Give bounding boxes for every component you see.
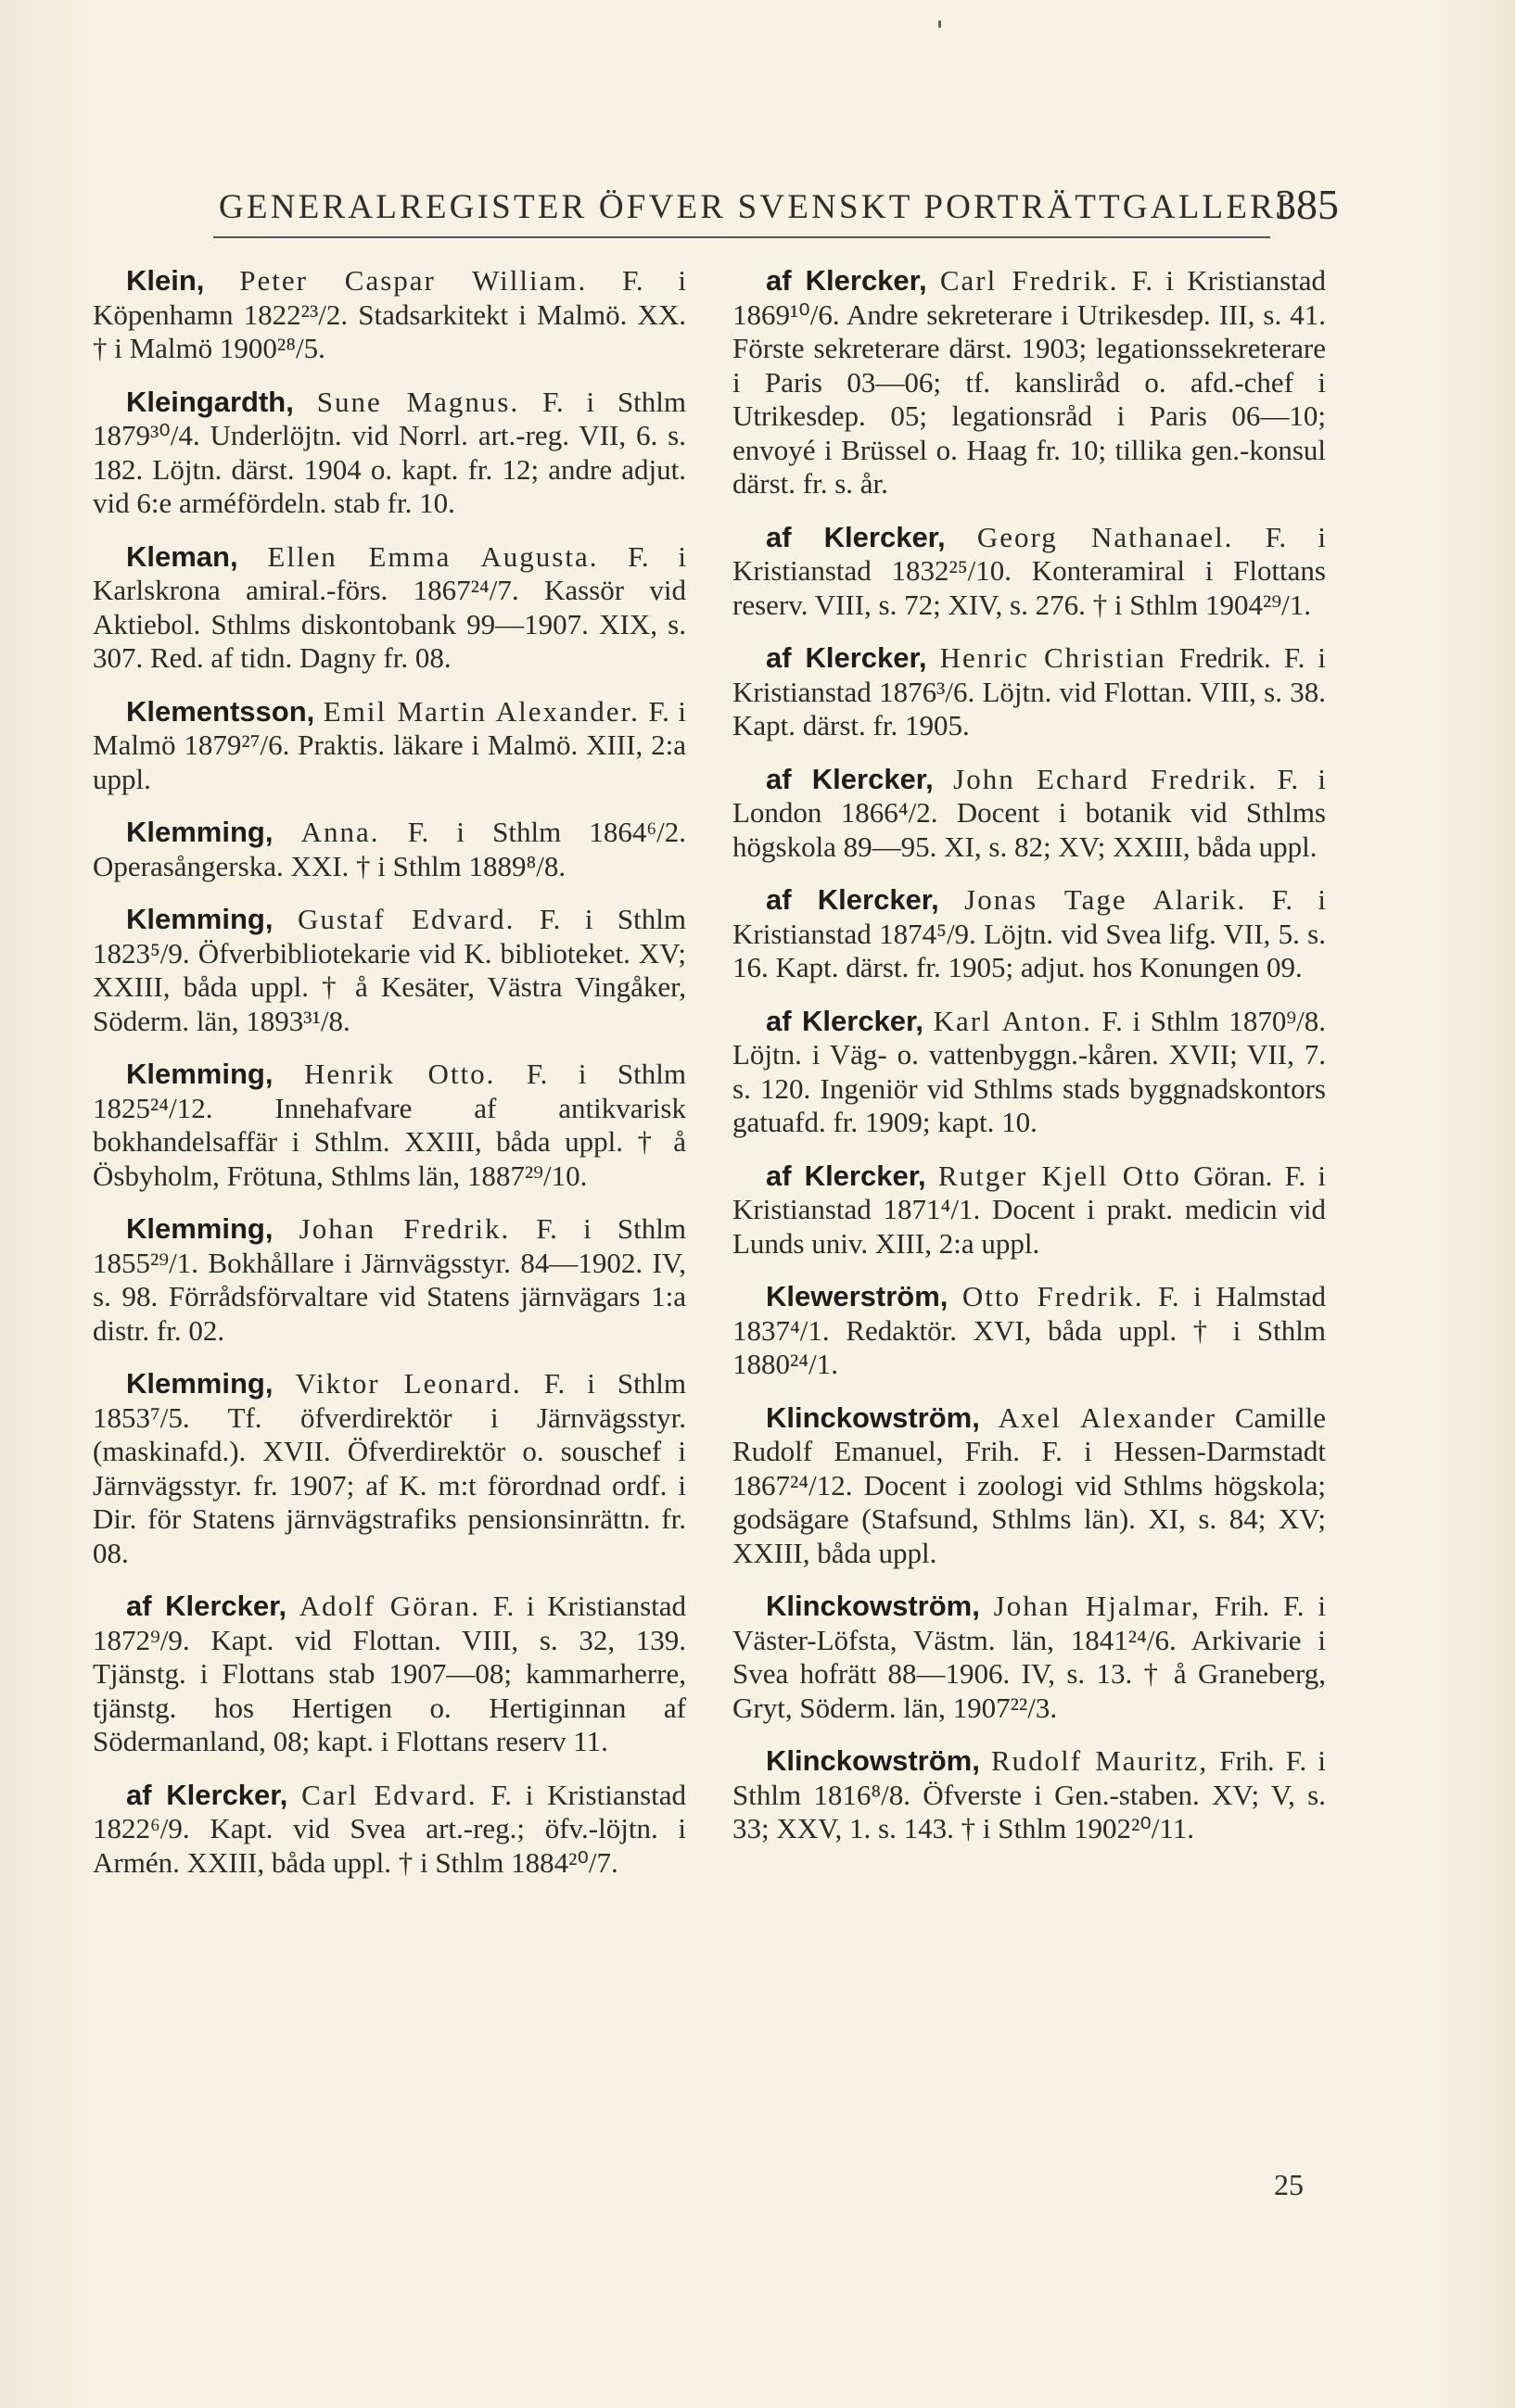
- right-column: [732, 264, 1326, 1866]
- entry-surname: Klemming,: [126, 1367, 274, 1400]
- entry-surname: af Klercker,: [766, 520, 946, 553]
- register-entry: [93, 264, 686, 366]
- entry-given-names: Rudolf Mauritz,: [990, 1744, 1209, 1777]
- register-entry: [732, 763, 1326, 865]
- entry-surname: Klinckowström,: [766, 1744, 980, 1777]
- entry-given-names: Carl Edvard.: [301, 1778, 477, 1811]
- entry-given-names: Otto Fredrik.: [961, 1280, 1144, 1312]
- entry-text: Fredrik. F. i Kristianstad 1876³/6. Löjtn. vid Flottan. VIII, s. 38. Kapt. därst. fr. 1905.: [732, 641, 1327, 741]
- entry-surname: Klemming,: [126, 1212, 274, 1245]
- entry-text: Frih. F. i Väster-Löfsta, Västm. län, 1841²⁴/6. Arkivarie i Svea hofrätt 88—1906. IV, s. 13. † å Graneberg, Gryt, Söderm. län, 1907²²/3.: [732, 1590, 1326, 1724]
- entry-given-names: Emil Martin Alexander.: [323, 694, 640, 728]
- register-entry: [732, 1590, 1326, 1725]
- entry-given-names: Adolf Göran.: [299, 1590, 481, 1622]
- register-entry: [93, 1779, 686, 1881]
- entry-surname: Klein,: [126, 264, 205, 297]
- entry-given-names: Gustaf Edvard.: [297, 903, 516, 935]
- entry-text: F. i Sthlm 1879³⁰/4. Underlöjtn. vid Norrl. art.-reg. VII, 6. s. 182. Löjtn. därst. 1904 o. kapt. fr. 12; andre adjut. vid 6:e arméfördeln. stab fr. 10.: [93, 385, 687, 519]
- page-number: 385: [1275, 181, 1339, 228]
- register-entry: [93, 540, 686, 676]
- entry-surname: Klinckowström,: [766, 1590, 980, 1622]
- running-header: [213, 178, 1339, 243]
- entry-text: F. i Sthlm 1864⁶/2. Operasångerska. XXI. † i Sthlm 1889⁸/8.: [93, 816, 687, 882]
- entry-surname: Klinckowström,: [766, 1400, 980, 1434]
- register-entry: [93, 1367, 686, 1570]
- register-entry: [732, 1744, 1326, 1846]
- entry-text: F. i Sthlm 1853⁷/5. Tf. öfverdirektör i Järnvägsstyr. (maskinafd.). XVII. Öfverdirektör o. souschef i Järnvägsstyr. fr. 1907; af K. m:t förordnad ordf. i Dir. för Statens järnvägstrafiks pensionsinrättn. fr. 08.: [93, 1367, 687, 1569]
- entry-given-names: John Echard Fredrik.: [953, 762, 1258, 795]
- register-entry: [93, 695, 686, 797]
- entry-surname: af Klercker,: [766, 1004, 924, 1037]
- register-entry: [732, 641, 1326, 743]
- register-entry: [93, 386, 686, 521]
- entry-text: Göran. F. i Kristianstad 1871⁴/1. Docent i prakt. medicin vid Lunds univ. XIII, 2:a uppl.: [732, 1159, 1326, 1260]
- entry-given-names: Johan Hjalmar,: [993, 1590, 1201, 1622]
- entry-surname: Kleman,: [126, 539, 238, 573]
- entry-text: F. i Sthlm 1855²⁹/1. Bokhållare i Järnvägsstyr. 84—1902. IV, s. 98. Förrådsförvaltare vid Statens järnvägars 1:a distr. fr. 02.: [93, 1212, 687, 1347]
- register-entry: [93, 1212, 686, 1348]
- left-column: [93, 264, 686, 1899]
- entry-given-names: Jonas Tage Alarik.: [964, 883, 1247, 916]
- entry-text: F. i Köpenhamn 1822²³/2. Stadsarkitekt i Malmö. XX. † i Malmö 1900²⁸/5.: [93, 264, 687, 364]
- entry-surname: af Klercker,: [126, 1590, 287, 1622]
- entry-given-names: Viktor Leonard.: [295, 1367, 522, 1400]
- entry-given-names: Axel Alexander: [998, 1400, 1217, 1434]
- entry-given-names: Henric Christian: [939, 641, 1166, 674]
- entry-given-names: Georg Nathanael.: [976, 520, 1234, 553]
- entry-text: F. i Kristianstad 1872⁹/9. Kapt. vid Flottan. VIII, s. 32, 139. Tjänstg. i Flottans stab 1907—08; kammarherre, tjänstg. hos Hertigen o. Hertiginnan af Södermanland, 08; kapt. i Flottans reserv 11.: [93, 1590, 687, 1757]
- entry-surname: Klementsson,: [126, 694, 315, 728]
- print-speck: [938, 20, 941, 28]
- entry-surname: af Klercker,: [766, 883, 939, 916]
- entry-given-names: Carl Fredrik.: [939, 264, 1119, 297]
- register-entry: [732, 1401, 1326, 1571]
- entry-text: F. i Halmstad 1837⁴/1. Redaktör. XVI, båda uppl. † i Sthlm 1880²⁴/1.: [732, 1280, 1327, 1380]
- entry-given-names: Henrik Otto.: [303, 1058, 496, 1090]
- entry-text: F. i Karlskrona amiral.-förs. 1867²⁴/7. Kassör vid Aktiebol. Sthlms diskontobank 99—1907. XIX, s. 307. Red. af tidn. Dagny fr. 08.: [93, 539, 687, 674]
- header-rule: [213, 236, 1270, 238]
- entry-text: F. i London 1866⁴/2. Docent i botanik vid Sthlms högskola 89—95. XI, s. 82; XV; XXIII, båda uppl.: [732, 762, 1327, 863]
- entry-text: F. i Sthlm 1823⁵/9. Öfverbibliotekarie vid K. biblioteket. XV; XXIII, båda uppl. † å Kesäter, Västra Vingåker, Söderm. län, 1893³¹/8.: [93, 903, 687, 1037]
- register-entry: [93, 1590, 686, 1759]
- register-entry: [732, 1280, 1326, 1382]
- register-entry: [732, 883, 1326, 985]
- entry-surname: Klemming,: [126, 816, 274, 848]
- entry-given-names: Anna.: [300, 816, 380, 848]
- entry-text: Camille Rudolf Emanuel, Frih. F. i Hessen-Darmstadt 1867²⁴/12. Docent i zoologi vid Sthlms högskola; godsägare (Stafsund, Sthlms län). XI, s. 84; XV; XXIII, båda uppl.: [732, 1400, 1327, 1569]
- entry-text: F. i Kristianstad 1869¹⁰/6. Andre sekreterare i Utrikesdep. III, s. 41. Förste sekreterare därst. 1903; legationssekreterare i Paris 03—06; tf. kansliråd o. afd.-chef i Utrikesdep. 05; legationsråd i Paris 06—10; envoyé i Brüssel o. Haag fr. 10; tillika gen.-konsul därst. fr. s. år.: [732, 264, 1327, 500]
- header-title: GENERALREGISTER ÖFVER SVENSKT PORTRÄTTGALLERI: [219, 188, 1291, 226]
- entry-surname: Kleingardth,: [126, 385, 294, 418]
- entry-surname: af Klercker,: [766, 1159, 926, 1192]
- entry-given-names: Sune Magnus.: [316, 385, 520, 418]
- entry-given-names: Rutger Kjell Otto: [937, 1159, 1181, 1192]
- entry-given-names: Karl Anton.: [933, 1004, 1092, 1037]
- entry-surname: Klemming,: [126, 903, 274, 935]
- register-entry: [732, 264, 1326, 501]
- register-entry: [93, 1058, 686, 1193]
- register-entry: [93, 903, 686, 1038]
- entry-text: Frih. F. i Sthlm 1816⁸/8. Öfverste i Gen.-staben. XV; V, s. 33; XXV, 1. s. 143. † i Sthlm 1902²⁰/11.: [732, 1744, 1326, 1844]
- entry-text: F. i Sthlm 1825²⁴/12. Innehafvare af antikvarisk bokhandelsaffär i Sthlm. XXIII, båda uppl. † å Ösbyholm, Frötuna, Sthlms län, 1887²⁹/10.: [93, 1058, 687, 1192]
- register-entry: [93, 816, 686, 883]
- register-entry: [732, 1160, 1326, 1261]
- entry-text: F. i Malmö 1879²⁷/6. Praktis. läkare i Malmö. XIII, 2:a uppl.: [93, 694, 687, 795]
- entry-surname: af Klercker,: [766, 762, 934, 795]
- entry-text: F. i Kristianstad 1874⁵/9. Löjtn. vid Svea lifg. VII, 5. s. 16. Kapt. därst. fr. 1905; adjut. hos Konungen 09.: [732, 883, 1327, 983]
- register-entry: [732, 1005, 1326, 1140]
- entry-given-names: Johan Fredrik.: [299, 1212, 511, 1245]
- entry-surname: Klemming,: [126, 1058, 274, 1090]
- entry-surname: af Klercker,: [766, 641, 927, 674]
- signature-number: 25: [1274, 2168, 1304, 2201]
- entry-text: F. i Kristianstad 1822⁶/9. Kapt. vid Svea art.-reg.; öfv.-löjtn. i Armén. XXIII, båda uppl. † i Sthlm 1884²⁰/7.: [93, 1778, 687, 1879]
- entry-surname: af Klercker,: [126, 1778, 288, 1811]
- entry-surname: af Klercker,: [766, 264, 927, 297]
- entry-given-names: Peter Caspar William.: [239, 264, 588, 297]
- entry-text: F. i Sthlm 1870⁹/8. Löjtn. i Väg- o. vattenbyggn.-kåren. XVII; VII, 7. s. 120. Ingeniör vid Sthlms stads byggnadskontors gatuafd. fr. 1909; kapt. 10.: [732, 1004, 1327, 1138]
- register-entry: [732, 521, 1326, 623]
- entry-given-names: Ellen Emma Augusta.: [267, 539, 599, 573]
- entry-text: F. i Kristianstad 1832²⁵/10. Konteramiral i Flottans reserv. VIII, s. 72; XIV, s. 276. † i Sthlm 1904²⁹/1.: [732, 520, 1327, 621]
- entry-surname: Klewerström,: [766, 1280, 948, 1312]
